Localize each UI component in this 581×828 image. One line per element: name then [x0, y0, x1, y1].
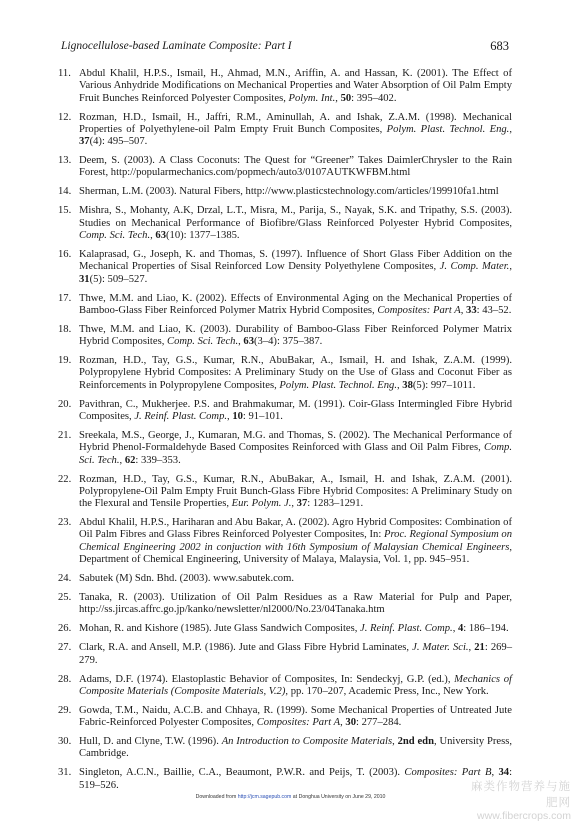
reference-number: 28.: [58, 673, 72, 685]
reference-segment: ,: [150, 230, 156, 242]
reference-volume: 37: [296, 498, 308, 510]
reference-number: 31.: [58, 767, 72, 779]
reference-number: 23.: [58, 517, 72, 529]
reference-text: [79, 112, 512, 148]
reference-source: Polym. Plast. Technol. Eng.: [279, 379, 397, 391]
reference-source: J. Mater. Sci.: [412, 642, 469, 654]
reference-number: 20.: [58, 398, 72, 410]
reference-number: 26.: [58, 623, 72, 635]
reference-number: 11.: [58, 68, 71, 79]
reference-volume: 34: [498, 767, 510, 779]
reference-number: 24.: [58, 573, 72, 585]
running-title: Lignocellulose-based Laminate Composite: Part I: [61, 40, 292, 52]
reference-number: 12.: [58, 111, 72, 123]
reference-volume: 38: [402, 379, 413, 391]
reference-item: [60, 573, 512, 585]
reference-segment: ,: [335, 92, 341, 104]
reference-segment: (5): 509–527.: [89, 273, 148, 285]
reference-segment: : 277–284.: [356, 717, 402, 729]
footer-suffix: at Donghua University on June 29, 2010: [291, 794, 386, 800]
reference-segment: , University Press, Cambridge.: [79, 736, 513, 760]
reference-segment: Abdul Khalil, H.P.S., Hariharan and Abu Bakar, A. (2002). Agro Hybrid Composites: Combination of Oil Palm Fibres and Glass Fibres Reinforced Polyester Composites, In:: [79, 517, 512, 541]
reference-segment: ,: [509, 123, 512, 135]
reference-text: [79, 249, 512, 285]
reference-segment: : 186–194.: [463, 623, 509, 635]
reference-text: [79, 623, 509, 634]
reference-item: [60, 430, 512, 467]
reference-volume: 63: [155, 230, 167, 242]
reference-segment: Sherman, L.M. (2003). Natural Fibers, http://www.plasticstechnology.com/articles/199910fa1.html: [79, 186, 499, 198]
reference-segment: ,: [396, 379, 403, 391]
reference-segment: , pp. 170–207, Academic Press, Inc., New York.: [285, 685, 489, 697]
reference-item: [60, 186, 512, 198]
reference-number: 22.: [58, 473, 72, 485]
reference-segment: Kalaprasad, G., Joseph, K. and Thomas, S. (1997). Influence of Short Glass Fiber Addition on the Mechanical Properties of Sisal Reinforced Low Density Polyethylene Composites,: [79, 249, 512, 273]
reference-segment: : 91–101.: [242, 411, 283, 423]
reference-item: [60, 293, 512, 318]
reference-text: [79, 674, 512, 697]
reference-segment: Thwe, M.M. and Liao, K. (2003). Durability of Bamboo-Glass Fiber Reinforced Polymer Matrix Hybrid Composites,: [79, 323, 512, 348]
reference-segment: ,: [227, 411, 233, 423]
page-number: 683: [490, 39, 509, 53]
reference-segment: , Department of Chemical Engineering, University of Malaya, Malaysia, Vol. 1, pp. 945–951.: [79, 541, 512, 566]
reference-segment: : 43–52.: [476, 304, 512, 316]
reference-number: 13.: [58, 155, 72, 167]
reference-number: 27.: [58, 642, 72, 654]
reference-item: [60, 592, 512, 617]
reference-source: Comp. Sci. Tech.: [167, 336, 239, 348]
reference-segment: : 1283–1291.: [307, 498, 364, 510]
reference-segment: Adams, D.F. (1974). Elastoplastic Behavior of Composites, In: Sendeckyj, G.P. (ed.),: [79, 673, 455, 685]
reference-segment: ,: [340, 717, 346, 729]
reference-source: Comp. Sci. Tech.: [79, 442, 512, 466]
reference-volume: 30: [345, 717, 356, 729]
reference-segment: ,: [452, 623, 458, 635]
reference-source: Composites: Part B: [404, 767, 492, 779]
reference-segment: Sabutek (M) Sdn. Bhd. (2003). www.sabutek.com.: [79, 573, 294, 585]
reference-item: [60, 736, 512, 761]
reference-item: [60, 674, 512, 699]
reference-segment: ,: [392, 736, 398, 748]
reference-text: [79, 68, 512, 104]
reference-segment: Gowda, T.M., Naidu, A.C.B. and Chhaya, R. (1999). Some Mechanical Properties of Untreated Jute Fabric-Reinforced Polyester Composites,: [79, 704, 512, 729]
reference-volume: 50: [340, 92, 352, 104]
reference-segment: Hull, D. and Clyne, T.W. (1996).: [79, 736, 222, 748]
reference-text: [79, 517, 512, 565]
reference-segment: : 339–353.: [135, 454, 181, 466]
reference-item: [60, 249, 512, 286]
reference-text: [79, 324, 512, 347]
reference-segment: ,: [291, 498, 297, 510]
reference-text: [79, 355, 512, 391]
reference-item: [60, 112, 512, 149]
reference-number: 29.: [58, 704, 72, 716]
reference-text: [79, 705, 512, 728]
site-watermark: [459, 778, 571, 822]
reference-segment: (4): 495–507.: [89, 136, 148, 148]
reference-text: [79, 767, 512, 790]
reference-segment: Mishra, S., Mohanty, A.K, Drzal, L.T., Misra, M., Parija, S., Nayak, S.K. and Tripathy, S.S. (2003). Studies on Mechanical Performance of Biofibre/Glass Reinforced Polyester Hybrid Composites,: [79, 205, 512, 229]
reference-source: Polym. Plast. Technol. Eng.: [386, 123, 510, 135]
reference-item: [60, 623, 512, 635]
reference-segment: Rozman, H.D., Ismail, H., Jaffri, R.M., Aminullah, A. and Ishak, Z.A.M. (1998). Mechanical Properties of Polyethylene-oil Palm Empty Fruit Bunch Composites,: [79, 111, 512, 135]
reference-segment: Rozman, H.D., Tay, G.S., Kumar, R.N., AbuBakar, A., Ismail, H. and Ishak, Z.A.M. (1999). Polypropylene Hybrid Composites: A Preliminary Study on the Use of Glass and Coconut Fiber as Reinforcements in Polypropylene Composites,: [79, 355, 512, 391]
reference-source: J. Reinf. Plast. Comp.: [134, 411, 228, 423]
reference-volume: 62: [124, 454, 136, 466]
reference-segment: ,: [468, 642, 475, 654]
reference-source: Polym. Int.: [288, 92, 336, 104]
reference-text: [79, 399, 512, 422]
reference-volume: 63: [243, 336, 255, 348]
reference-source: Composites: Part A: [377, 304, 461, 316]
reference-item: [60, 705, 512, 730]
reference-segment: Tanaka, R. (2003). Utilization of Oil Palm Residues as a Raw Material for Pulp and Paper, http://ss.jircas.affrc.go.jp/kanko/newsletter/nl2000/No.23/04Tanaka.htm: [79, 592, 512, 616]
reference-item: [60, 355, 512, 392]
reference-segment: ,: [238, 336, 244, 348]
reference-number: 17.: [58, 292, 72, 304]
reference-text: [79, 573, 294, 584]
reference-source: Comp. Sci. Tech.: [79, 230, 151, 242]
reference-volume: 37: [79, 136, 90, 148]
footer-prefix: Downloaded from: [195, 794, 238, 800]
reference-item: [60, 324, 512, 349]
reference-text: [79, 474, 512, 510]
reference-segment: Abdul Khalil, H.P.S., Ismail, H., Ahmad, M.N., Ariffin, A. and Hassan, K. (2001). The Effect of Various Anhydride Modifications on Mechanical Properties and Water Absorption of Oil Palm Empty Fruit Bunches Reinforced Polyester Composites,: [79, 68, 512, 104]
reference-number: 25.: [58, 592, 72, 604]
reference-text: [79, 642, 512, 665]
reference-text: [79, 293, 512, 316]
reference-volume: 10: [232, 411, 243, 423]
reference-segment: Deem, S. (2003). A Class Coconuts: The Quest for “Greener” Takes DaimlerChrysler to the Rain Forest, http://popularmechanics.com/popmech/auto3/0107AUTKWFBM.html: [79, 155, 512, 179]
reference-segment: Rozman, H.D., Tay, G.S., Kumar, R.N., AbuBakar, A., Ismail, H. and Ishak, Z.A.M. (2001). Polypropylene-Oil Palm Empty Fruit Bunch-Glass Fibre Hybrid Composites: A Preliminary Study on the Flexural and Tensile Properties,: [79, 473, 512, 510]
reference-number: 30.: [58, 736, 72, 748]
reference-item: [60, 68, 512, 105]
reference-source: Mechanics of Composite Materials (Composite Materials, V.2): [79, 673, 512, 697]
reference-number: 18.: [58, 323, 72, 335]
reference-number: 21.: [58, 430, 72, 441]
reference-volume: 4: [458, 623, 464, 635]
reference-source: Eur. Polym. J.: [231, 498, 292, 510]
reference-segment: (10): 1377–1385.: [166, 230, 240, 242]
reference-segment: ,: [491, 767, 499, 779]
reference-segment: Singleton, A.C.N., Baillie, C.A., Beaumont, P.W.R. and Peijs, T. (2003).: [79, 767, 405, 779]
reference-segment: : 269–279.: [79, 642, 513, 666]
running-header: [61, 40, 509, 58]
reference-segment: ,: [460, 304, 467, 316]
watermark-url: www.fibercrops.com: [477, 810, 571, 822]
reference-item: [60, 399, 512, 424]
reference-source: J. Reinf. Plast. Comp.: [360, 623, 453, 635]
reference-item: [60, 767, 512, 792]
watermark-chinese-text: 麻类作物营养与施肥网: [471, 781, 571, 809]
reference-source: J. Comp. Mater.: [439, 261, 510, 273]
reference-number: 16.: [58, 249, 72, 260]
reference-item: [60, 642, 512, 667]
reference-text: [79, 155, 512, 178]
reference-source: Proc. Regional Symposium on Chemical Engineering 2002 in conjuction with 16th Symposium of Malaysian Chemical Engineers: [79, 529, 513, 553]
reference-source: An Introduction to Composite Materials: [221, 736, 393, 748]
reference-text: [79, 592, 512, 615]
reference-segment: : 519–526.: [79, 767, 513, 791]
reference-volume: 33: [466, 304, 477, 316]
reference-text: [79, 430, 512, 466]
reference-volume: 31: [79, 273, 90, 285]
reference-text: [79, 736, 512, 759]
reference-segment: Sreekala, M.S., George, J., Kumaran, M.G. and Thomas, S. (2002). The Mechanical Performance of Hybrid Phenol-Formaldehyde Based Composites Reinforced with Glass and Oil Palm Fibres,: [79, 430, 512, 454]
reference-text: [79, 205, 512, 241]
reference-segment: (5): 997–1011.: [412, 379, 476, 391]
reference-number: 14.: [58, 186, 72, 198]
reference-segment: Thwe, M.M. and Liao, K. (2002). Effects of Environmental Aging on the Mechanical Properties of Bamboo-Glass Fiber Reinforced Polymer Matrix Hybrid Composites,: [79, 292, 512, 316]
reference-segment: : 395–402.: [351, 92, 397, 104]
reference-text: [79, 186, 499, 197]
reference-item: [60, 205, 512, 242]
reference-segment: (3–4): 375–387.: [254, 336, 323, 348]
reference-item: [60, 474, 512, 511]
reference-segment: ,: [509, 261, 512, 273]
reference-volume: 21: [474, 642, 485, 654]
reference-number: 19.: [58, 355, 72, 367]
reference-volume: 2nd edn: [397, 736, 434, 748]
reference-list: [60, 68, 512, 799]
reference-segment: ,: [119, 454, 125, 466]
reference-item: [60, 155, 512, 180]
footer-link[interactable]: http://jcm.sagepub.com: [237, 794, 292, 800]
reference-number: 15.: [58, 205, 72, 217]
reference-segment: Clark, R.A. and Ansell, M.P. (1986). Jute and Glass Fibre Hybrid Laminates,: [79, 642, 413, 654]
reference-item: [60, 517, 512, 566]
reference-source: Composites: Part A: [256, 717, 341, 729]
reference-segment: Pavithran, C., Mukherjee. P.S. and Brahmakumar, M. (1991). Coir-Glass Intermingled Fibre Hybrid Composites,: [79, 398, 512, 423]
reference-segment: Mohan, R. and Kishore (1985). Jute Glass Sandwich Composites,: [79, 623, 361, 635]
